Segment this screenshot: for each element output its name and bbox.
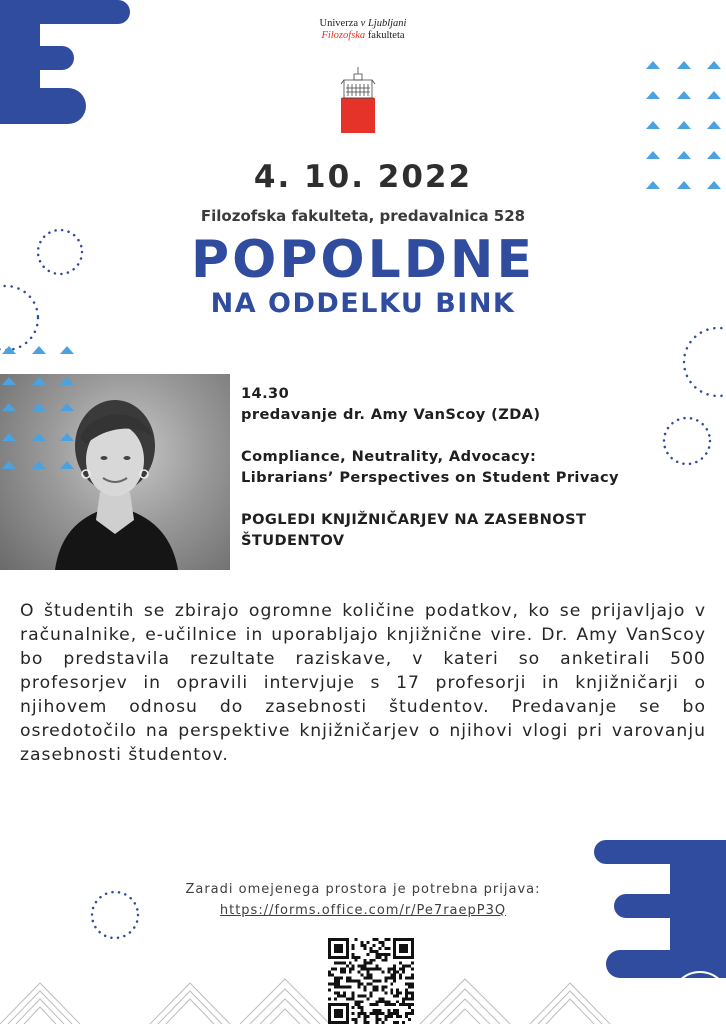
talk-title-en-line2: Librarians’ Perspectives on Student Privacy	[241, 469, 619, 486]
talk-title-en-line1: Compliance, Neutrality, Advocacy:	[241, 448, 537, 465]
event-title: POPOLDNE	[191, 230, 535, 290]
decor-triangles-left	[0, 342, 80, 474]
talk-title-sl-line2: ŠTUDENTOV	[241, 532, 345, 549]
registration-note: Zaradi omejenega prostora je potrebna prijava:	[185, 882, 541, 897]
event-date: 4. 10. 2022	[253, 159, 473, 195]
wordmark-v: v	[360, 18, 366, 29]
university-wordmark	[300, 18, 426, 42]
event-venue: Filozofska fakulteta, predavalnica 528	[200, 207, 526, 225]
talk-description: O študentih se zbirajo ogromne količine podatkov, ko se prijavljajo v računalnike, e-učilnice in uporabljajo knjižnične vire. Dr. Amy VanScoy bo predstavila rezultate raziskave, v kateri so anketirali 500 profesorjev in opravili intervjuje s 17 profesorji in knjižničarji o njihovem odnosu do zasebnosti študentov. Predavanje se bo osredotočilo na perspektive knjižničarjev o njihovi vlogi pri varovanju zasebnosti študentov.	[20, 601, 706, 765]
decor-e-top-left	[0, 0, 140, 125]
event-subtitle: NA ODDELKU BINK	[210, 288, 516, 319]
talk-details	[241, 383, 721, 551]
wordmark-faculty: Filozofska	[321, 30, 366, 41]
wordmark-fakulteta: fakulteta	[367, 30, 405, 41]
talk-time: 14.30	[241, 385, 290, 402]
registration-link[interactable]: https://forms.office.com/r/Pe7raepP3Q	[219, 903, 507, 918]
talk-speaker: predavanje dr. Amy VanScoy (ZDA)	[241, 406, 541, 423]
building-icon	[340, 66, 376, 134]
qr-code-icon[interactable]	[328, 938, 414, 1024]
wordmark-univerza: Univerza	[319, 18, 359, 29]
talk-title-sl-line1: POGLEDI KNJIŽNIČARJEV NA ZASEBNOST	[241, 511, 587, 528]
wordmark-city: Ljubljani	[367, 18, 407, 29]
